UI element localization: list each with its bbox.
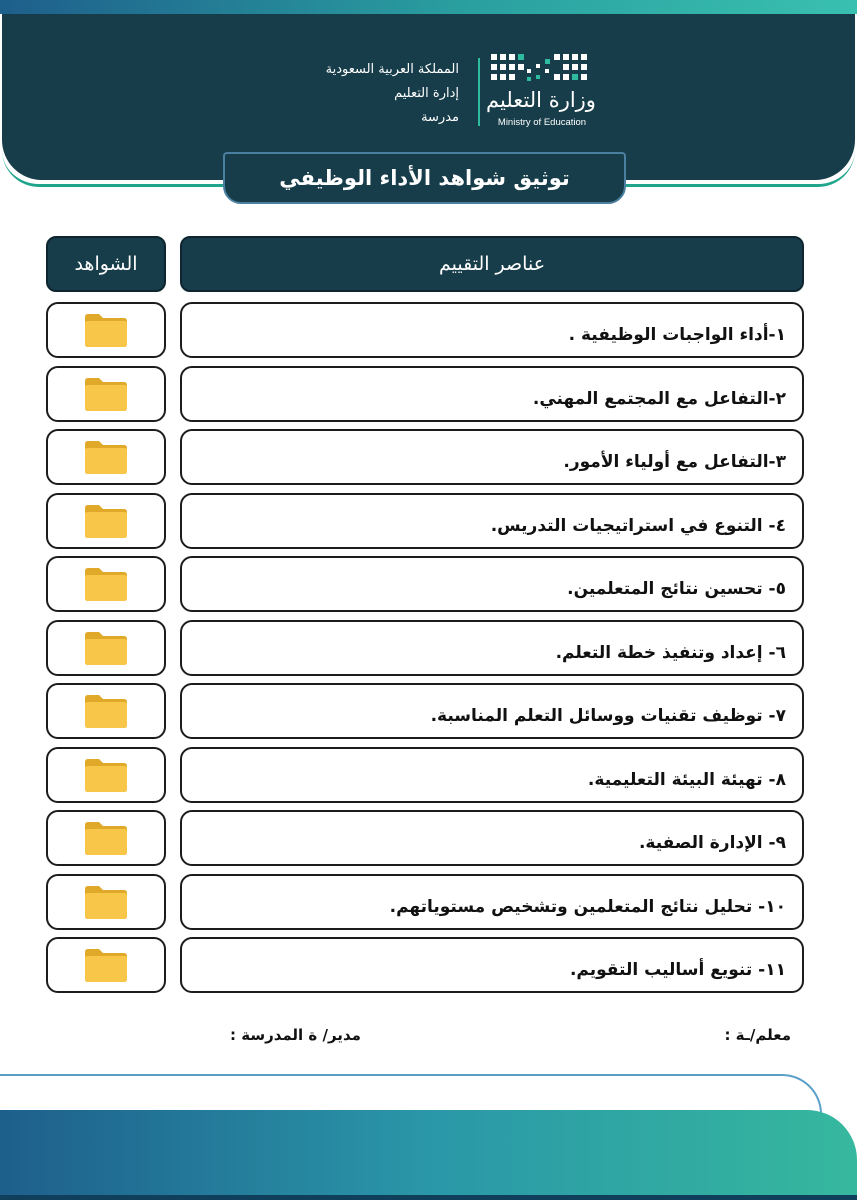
table-row xyxy=(180,937,804,993)
folder-icon xyxy=(82,438,130,476)
folder-icon xyxy=(82,692,130,730)
row-label: ٨- تهيئة البيئة التعليمية. xyxy=(587,770,786,790)
row-label: ٧- توظيف تقنيات ووسائل التعلم المناسبة. xyxy=(430,706,786,726)
top-gradient-strip xyxy=(0,0,857,14)
evidence-folder-button[interactable] xyxy=(46,683,166,739)
evidence-folder-button[interactable] xyxy=(46,874,166,930)
evidence-folder-button[interactable] xyxy=(46,493,166,549)
table-row xyxy=(180,874,804,930)
evidence-folder-button[interactable] xyxy=(46,620,166,676)
row-label: ٦- إعداد وتنفيذ خطة التعلم. xyxy=(555,643,786,663)
evidence-folder-button[interactable] xyxy=(46,810,166,866)
kingdom-text: المملكة العربية السعودية xyxy=(325,62,459,77)
folder-icon xyxy=(82,629,130,667)
table-row xyxy=(180,302,804,358)
folder-icon xyxy=(82,375,130,413)
evidence-folder-button[interactable] xyxy=(46,302,166,358)
row-label: ١١- تنويع أساليب التقويم. xyxy=(569,960,786,980)
row-label: ٣-التفاعل مع أولياء الأمور. xyxy=(563,452,786,472)
evidence-folder-button[interactable] xyxy=(46,747,166,803)
principal-signature-label: مدير/ ة المدرسة : xyxy=(230,1026,361,1044)
column-header-elements xyxy=(180,236,804,292)
evidence-folder-button[interactable] xyxy=(46,429,166,485)
footer-banner xyxy=(0,1110,857,1200)
footer-accent-line xyxy=(0,1074,822,1114)
table-row xyxy=(180,366,804,422)
column-header-evidence xyxy=(46,236,166,292)
row-label: ٥- تحسين نتائج المتعلمين. xyxy=(567,579,786,599)
evidence-folder-button[interactable] xyxy=(46,366,166,422)
column-header-evidence-label: الشواهد xyxy=(74,253,138,275)
evidence-folder-button[interactable] xyxy=(46,556,166,612)
folder-icon xyxy=(82,819,130,857)
folder-icon xyxy=(82,311,130,349)
row-label: ١-أداء الواجبات الوظيفية . xyxy=(568,325,786,345)
page-title: توثيق شواهد الأداء الوظيفي xyxy=(279,166,570,190)
row-label: ٤- التنوع في استراتيجيات التدريس. xyxy=(490,516,786,536)
table-row xyxy=(180,683,804,739)
department-text: إدارة التعليم xyxy=(394,86,459,101)
folder-icon xyxy=(82,946,130,984)
table-row xyxy=(180,747,804,803)
table-row xyxy=(180,810,804,866)
table-row xyxy=(180,493,804,549)
row-label: ٢-التفاعل مع المجتمع المهني. xyxy=(532,389,786,409)
table-row xyxy=(180,620,804,676)
table-row xyxy=(180,556,804,612)
logo-arabic-text: وزارة التعليم xyxy=(486,88,596,112)
logo-english-text: Ministry of Education xyxy=(497,117,587,128)
folder-icon xyxy=(82,756,130,794)
title-tab xyxy=(223,152,626,204)
folder-icon xyxy=(82,565,130,603)
table-row xyxy=(180,429,804,485)
row-label: ١٠- تحليل نتائج المتعلمين وتشخيص مستوياتهم. xyxy=(389,897,786,917)
evidence-folder-button[interactable] xyxy=(46,937,166,993)
row-label: ٩- الإدارة الصفية. xyxy=(638,833,786,853)
teacher-signature-label: معلم/ـة : xyxy=(724,1026,791,1044)
logo-divider xyxy=(478,58,480,126)
ministry-logo-icon xyxy=(489,51,594,85)
school-text: مدرسة xyxy=(421,110,459,125)
column-header-elements-label: عناصر التقييم xyxy=(438,253,546,275)
header-info xyxy=(239,58,459,130)
folder-icon xyxy=(82,883,130,921)
folder-icon xyxy=(82,502,130,540)
footer-strip xyxy=(0,1195,857,1200)
